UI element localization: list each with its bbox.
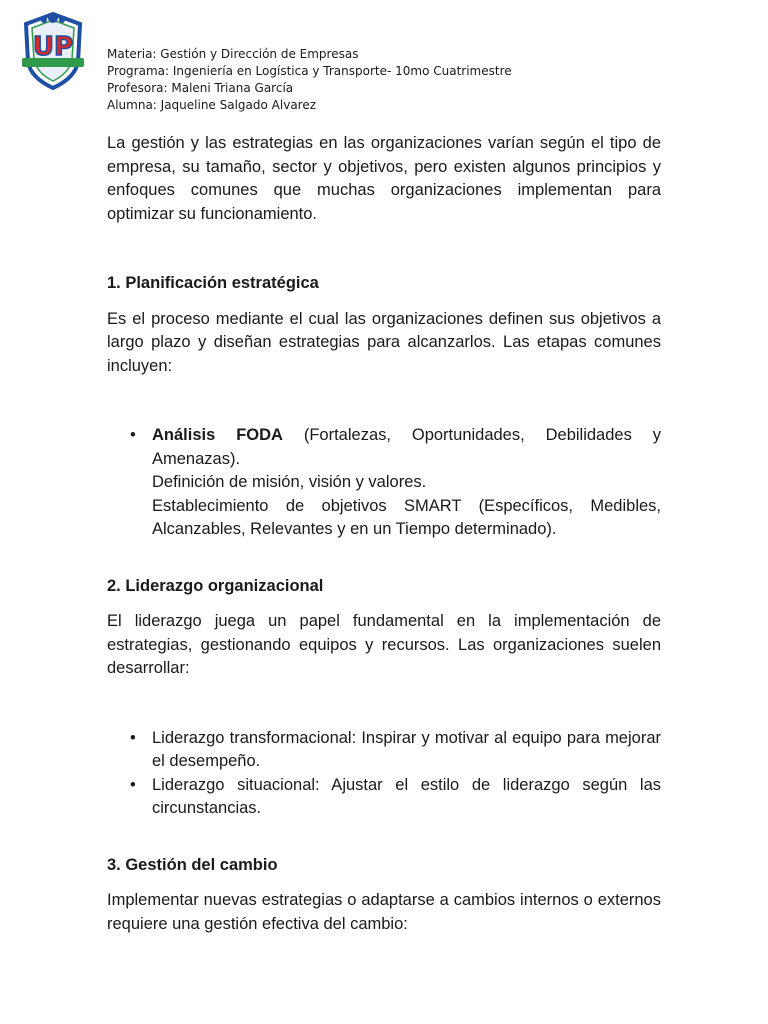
bullet-icon: • bbox=[130, 775, 136, 794]
document-header bbox=[107, 46, 512, 114]
list-item bbox=[130, 774, 661, 821]
logo-text: UP bbox=[32, 32, 74, 62]
intro-paragraph: La gestión y las estrategias en las organizaciones varían según el tipo de empresa, su tamaño, sector y objetivos, pero existen algunos principios y enfoques comunes que muchas organizaciones implementan para optimizar su funcionamiento. bbox=[107, 134, 661, 223]
header-alumna: Alumna: Jaqueline Salgado Alvarez bbox=[107, 98, 317, 112]
list-item-text: Liderazgo situacional: Ajustar el estilo de liderazgo según las circunstancias. bbox=[152, 775, 661, 817]
section-3-paragraph: Implementar nuevas estrategias o adaptarse a cambios internos o externos requiere una gestión efectiva del cambio: bbox=[107, 891, 661, 933]
list-item-text: (Fortalezas, Oportunidades, Debilidades y Amenazas). bbox=[152, 426, 661, 468]
section-2-heading: 2. Liderazgo organizacional bbox=[107, 576, 324, 595]
header-programa: Programa: Ingeniería en Logística y Transporte- 10mo Cuatrimestre bbox=[107, 64, 512, 78]
section-1-paragraph: Es el proceso mediante el cual las organizaciones definen sus objetivos a largo plazo y diseñan estrategias para alcanzarlos. Las etapas comunes incluyen: bbox=[107, 309, 661, 375]
document-body bbox=[107, 132, 661, 936]
list-item bbox=[130, 727, 661, 774]
list-item bbox=[130, 424, 661, 542]
university-logo bbox=[20, 10, 86, 92]
header-materia: Materia: Gestión y Dirección de Empresas bbox=[107, 47, 359, 61]
section-2-list bbox=[107, 727, 661, 821]
bullet-icon: • bbox=[130, 426, 136, 444]
list-item-bold: Análisis FODA bbox=[152, 426, 283, 444]
bullet-icon: • bbox=[130, 728, 136, 747]
section-1-heading: 1. Planificación estratégica bbox=[107, 274, 319, 292]
header-profesora: Profesora: Maleni Triana García bbox=[107, 81, 294, 95]
list-item-line: Definición de misión, visión y valores. bbox=[152, 473, 427, 491]
list-item-line: Establecimiento de objetivos SMART (Específicos, Medibles, Alcanzables, Relevantes y en un Tiempo determinado). bbox=[152, 496, 661, 538]
section-2-paragraph: El liderazgo juega un papel fundamental en la implementación de estrategias, gestionando equipos y recursos. Las organizaciones suelen desarrollar: bbox=[107, 612, 661, 677]
section-3-heading: 3. Gestión del cambio bbox=[107, 855, 278, 874]
list-item-text: Liderazgo transformacional: Inspirar y motivar al equipo para mejorar el desempeño. bbox=[152, 728, 661, 770]
section-1-list bbox=[107, 424, 661, 542]
